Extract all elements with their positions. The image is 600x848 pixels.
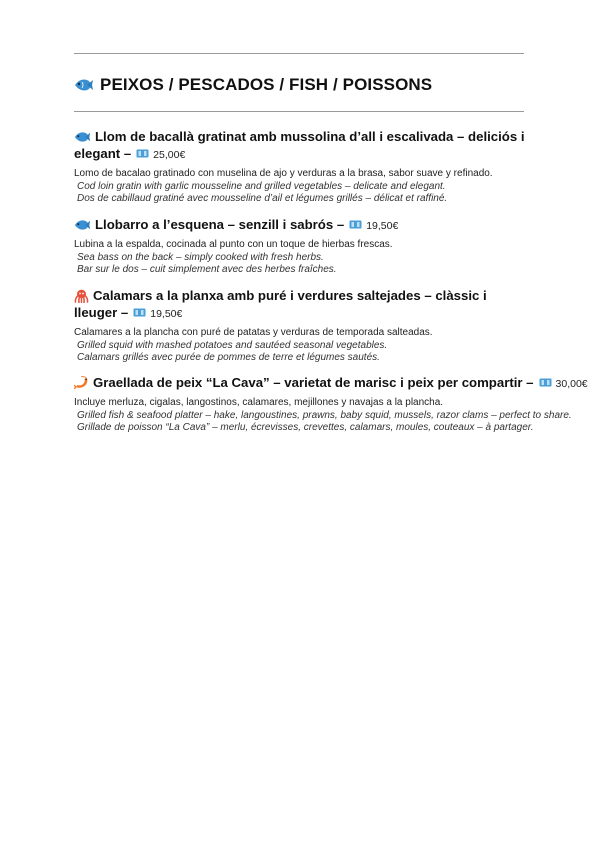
euro-banknote-icon (349, 220, 362, 229)
dish-translation-en: Cod loin gratin with garlic mousseline and grilled vegetables – delicate and elegant. (77, 180, 446, 192)
dish-translation-en: Sea bass on the back – simply cooked with fresh herbs. (77, 251, 324, 263)
section-divider (74, 111, 524, 112)
dish-translation-en: Grilled fish & seafood platter – hake, langoustines, prawns, baby squid, mussels, razor clams – perfect to share. (77, 409, 572, 421)
dish-title (74, 374, 596, 393)
dish-description: Incluye merluza, cigalas, langostinos, calamares, mejillones y navajas a la plancha. (74, 397, 444, 408)
menu-item (74, 374, 596, 435)
section-title (74, 75, 432, 95)
dish-description: Lomo de bacalao gratinado con muselina de ajo y verduras a la brasa, sabor suave y refinado. (74, 168, 493, 179)
dish-description: Lubina a la espalda, cocinada al punto con un toque de hierbas frescas. (74, 239, 393, 250)
euro-banknote-icon (136, 149, 149, 158)
fish-icon (74, 131, 91, 143)
dish-price: 19,50€ (150, 308, 183, 320)
dish-name: Llobarro a l’esquena – senzill i sabrós – (95, 217, 345, 232)
fish-icon (74, 78, 94, 92)
dish-translation-fr: Calamars grillés avec purée de pommes de terre et légumes sautés. (77, 352, 380, 364)
shrimp-icon (74, 376, 89, 389)
fish-icon (74, 219, 91, 231)
menu-item (74, 287, 504, 365)
menu-item (74, 216, 594, 277)
dish-description: Calamares a la plancha con puré de patatas y verduras de temporada salteadas. (74, 327, 433, 338)
dish-price: 19,50€ (366, 220, 399, 232)
octopus-icon (74, 289, 89, 303)
dish-translation-fr: Bar sur le dos – cuit simplement avec des herbes fraîches. (77, 264, 337, 276)
euro-banknote-icon (133, 308, 146, 317)
euro-banknote-icon (539, 378, 552, 387)
dish-price: 30,00€ (555, 378, 588, 390)
dish-title (74, 287, 504, 323)
menu-item (74, 128, 544, 206)
dish-translation-fr: Grillade de poisson “La Cava” – merlu, écrevisses, crevettes, calamars, moules, couteaux – à partager. (77, 422, 534, 434)
dish-translation-fr: Dos de cabillaud gratiné avec mousseline d’ail et légumes grillés – délicat et raffiné. (77, 193, 448, 205)
dish-name: Calamars a la planxa amb puré i verdures saltejades – clàssic i lleuger – (74, 288, 487, 320)
dish-translation-en: Grilled squid with mashed potatoes and sautéed seasonal vegetables. (77, 339, 388, 351)
dish-title (74, 216, 594, 235)
dish-price: 25,00€ (153, 149, 186, 161)
section-title-text: PEIXOS / PESCADOS / FISH / POISSONS (100, 75, 433, 94)
top-divider (74, 53, 524, 54)
dish-name: Graellada de peix “La Cava” – varietat de marisc i peix per compartir – (93, 375, 534, 390)
dish-name: Llom de bacallà gratinat amb mussolina d’all i escalivada – deliciós i elegant – (74, 129, 525, 161)
dish-title (74, 128, 544, 164)
